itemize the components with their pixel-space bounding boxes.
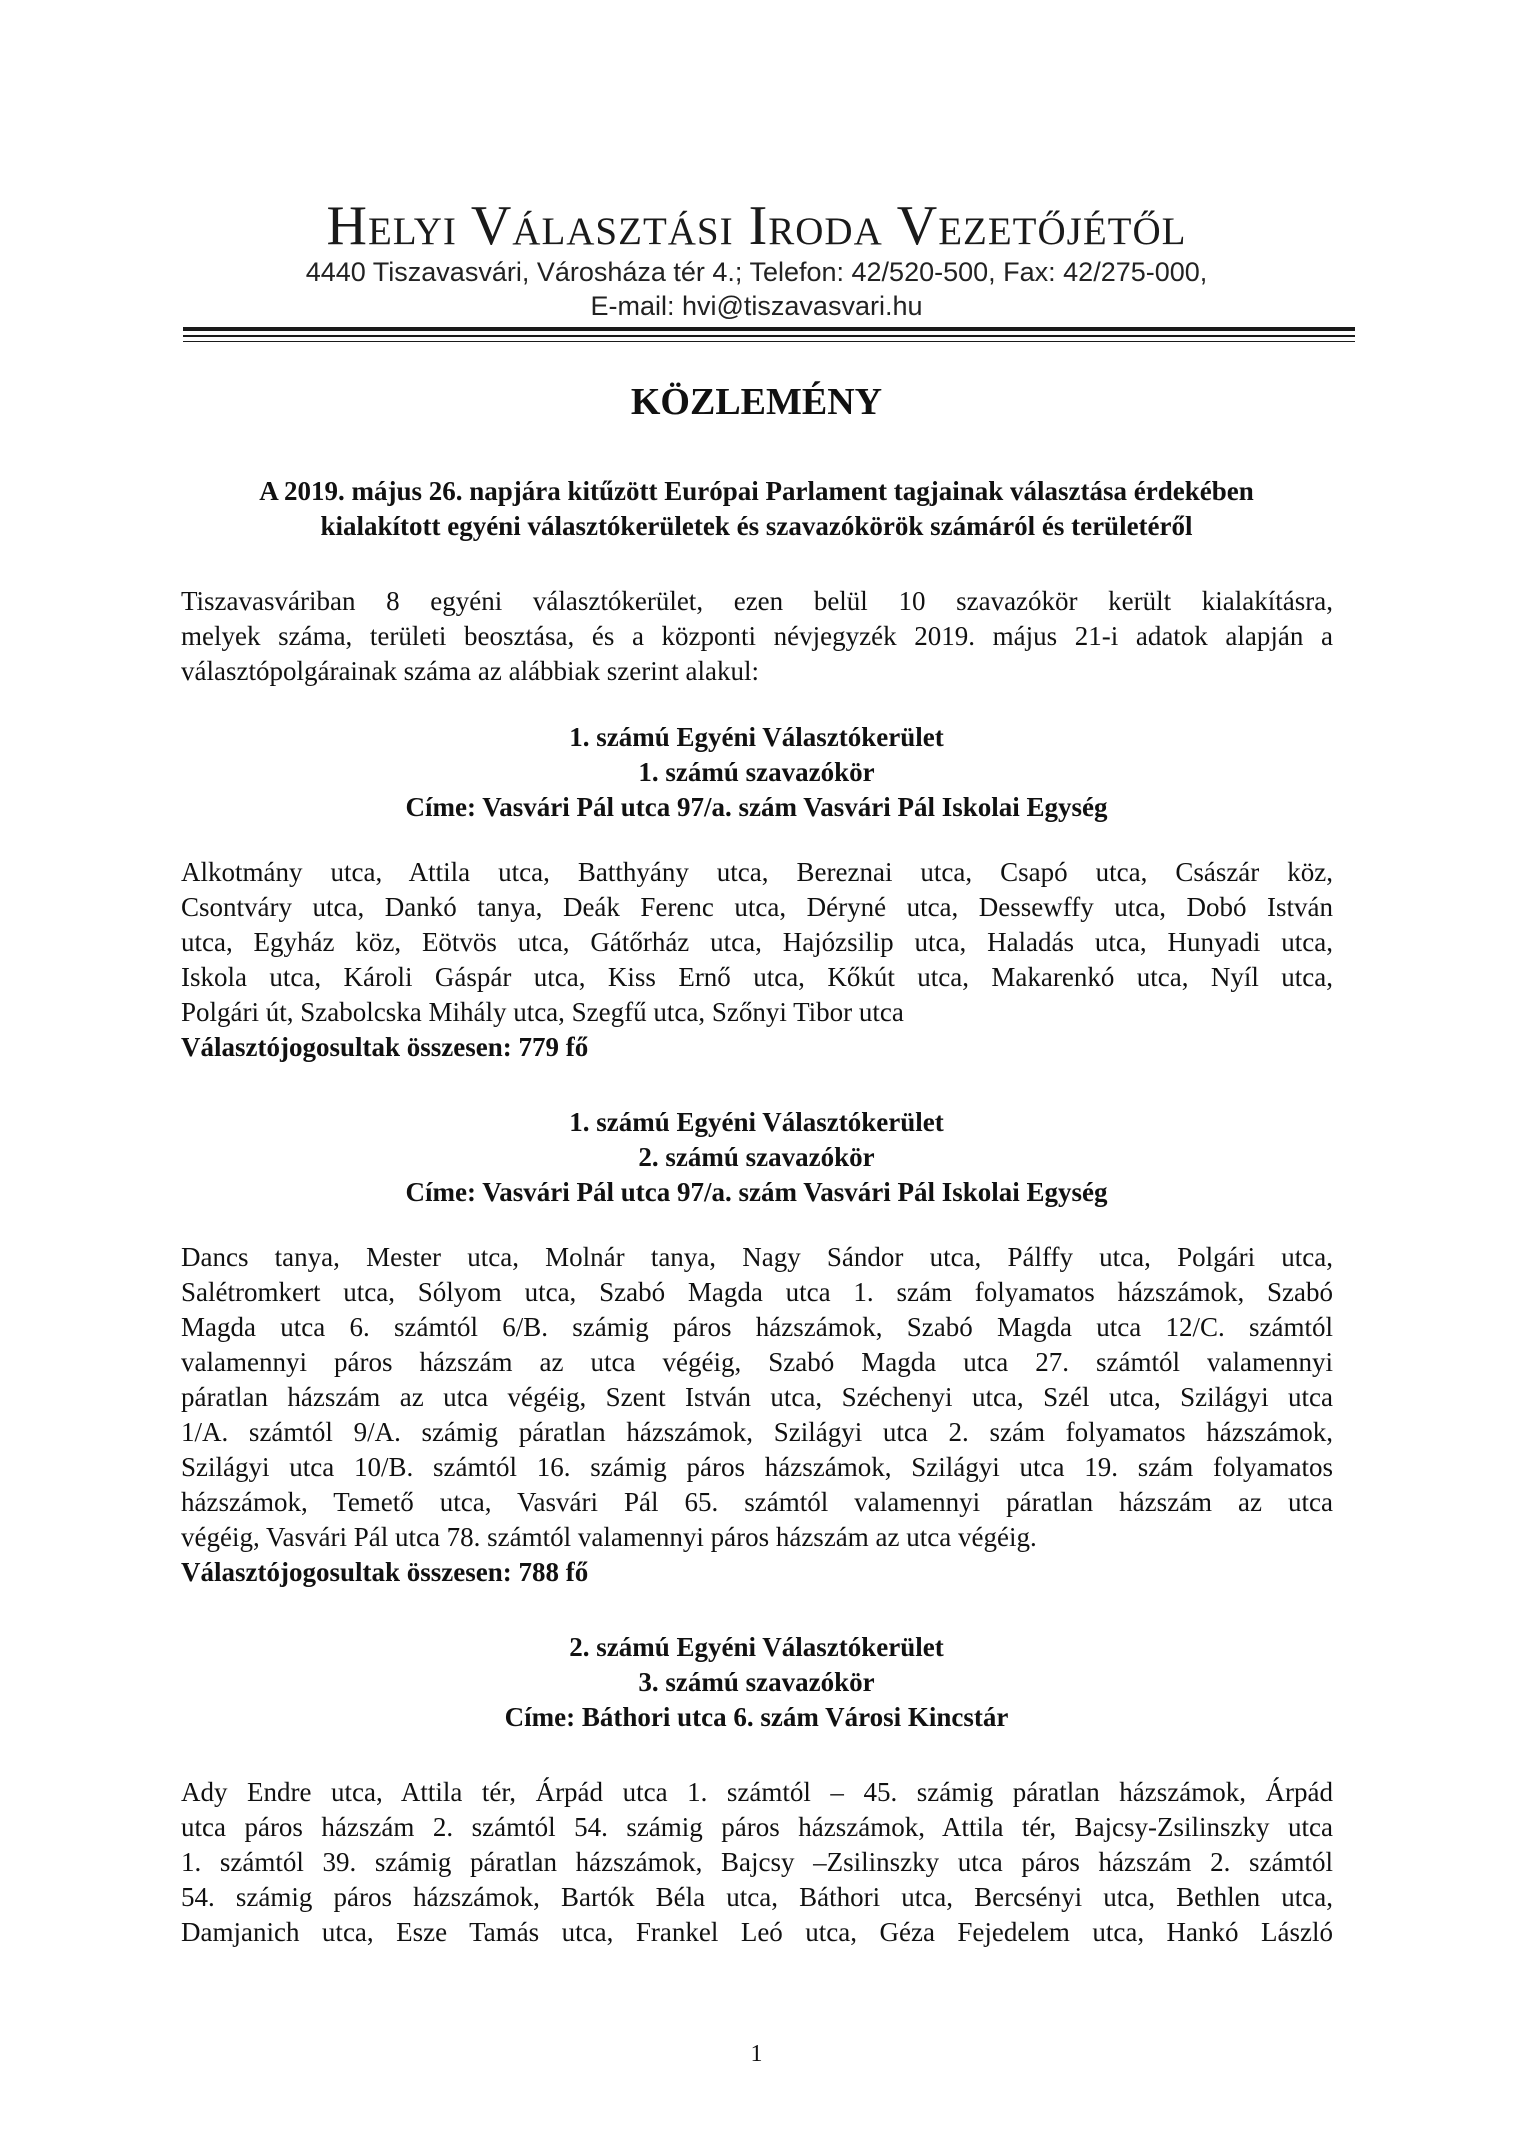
section-1-streets xyxy=(181,855,1333,1030)
office-email: E-mail: hvi@tiszavasvari.hu xyxy=(590,291,923,321)
street-line: Alkotmány utca, Attila utca, Batthyány utca, Bereznai utca, Csapó utca, Császár köz, xyxy=(181,857,1333,887)
section-2-total: Választójogosultak összesen: 788 fő xyxy=(181,1557,589,1587)
street-line: Polgári út, Szabolcska Mihály utca, Szegfű utca, Szőnyi Tibor utca xyxy=(181,997,904,1027)
office-address: 4440 Tiszavasvári, Városháza tér 4.; Telefon: 42/520-500, Fax: 42/275-000, xyxy=(305,257,1208,287)
section-2-streets xyxy=(181,1240,1333,1555)
street-line: 54. számig páros házszámok, Bartók Béla utca, Báthori utca, Bercsényi utca, Bethlen utca, xyxy=(181,1882,1333,1912)
street-line: utca, Egyház köz, Eötvös utca, Gátőrház utca, Hajózsilip utca, Haladás utca, Hunyadi utca, xyxy=(181,927,1333,957)
page-number: 1 xyxy=(750,2041,763,2067)
street-line: Damjanich utca, Esze Tamás utca, Frankel Leó utca, Géza Fejedelem utca, Hankó László xyxy=(181,1917,1333,1947)
subject-line-2: kialakított egyéni választókerületek és szavazókörök számáról és területéről xyxy=(320,511,1193,541)
street-line: végéig, Vasvári Pál utca 78. számtól valamennyi páros házszám az utca végéig. xyxy=(181,1522,1037,1552)
street-line: páratlan házszám az utca végéig, Szent István utca, Széchenyi utca, Szél utca, Szilágyi utca xyxy=(181,1382,1333,1412)
section-2-precinct: 2. számú szavazókör xyxy=(638,1142,875,1172)
section-1-district: 1. számú Egyéni Választókerület xyxy=(569,722,944,752)
street-line: 1. számtól 39. számig páratlan házszámok, Bajcsy –Zsilinszky utca páros házszám 2. számtól xyxy=(181,1847,1333,1877)
section-3-address: Címe: Báthori utca 6. szám Városi Kincstár xyxy=(504,1702,1009,1732)
section-1-total: Választójogosultak összesen: 779 fő xyxy=(181,1032,589,1062)
section-3-district: 2. számú Egyéni Választókerület xyxy=(569,1632,944,1662)
street-line: Szilágyi utca 10/B. számtól 16. számig páros házszámok, Szilágyi utca 19. szám folyamatos xyxy=(181,1452,1333,1482)
street-line: 1/A. számtól 9/A. számig páratlan házszámok, Szilágyi utca 2. szám folyamatos házszámok, xyxy=(181,1417,1333,1447)
section-2-address: Címe: Vasvári Pál utca 97/a. szám Vasvári Pál Iskolai Egység xyxy=(405,1177,1108,1207)
street-line: valamennyi páros házszám az utca végéig, Szabó Magda utca 27. számtól valamennyi xyxy=(181,1347,1333,1377)
section-3-streets xyxy=(181,1775,1333,1950)
header-rule-mid xyxy=(183,335,1355,337)
street-line: Magda utca 6. számtól 6/B. számig páros házszámok, Szabó Magda utca 12/C. számtól xyxy=(181,1312,1333,1342)
intro-paragraph xyxy=(181,584,1333,689)
street-line: Csontváry utca, Dankó tanya, Deák Ferenc utca, Déryné utca, Dessewffy utca, Dobó István xyxy=(181,892,1333,922)
street-line: utca páros házszám 2. számtól 54. számig páros házszámok, Attila tér, Bajcsy-Zsilinszky utca xyxy=(181,1812,1333,1842)
intro-line: melyek száma, területi beosztása, és a központi névjegyzék 2019. május 21-i adatok alapján a xyxy=(181,621,1333,651)
street-line: Dancs tanya, Mester utca, Molnár tanya, Nagy Sándor utca, Pálffy utca, Polgári utca, xyxy=(181,1242,1333,1272)
intro-line: választópolgárainak száma az alábbiak szerint alakul: xyxy=(181,656,759,686)
section-1-address: Címe: Vasvári Pál utca 97/a. szám Vasvári Pál Iskolai Egység xyxy=(405,792,1108,822)
header-rule-thick xyxy=(183,327,1355,331)
subject-line-1: A 2019. május 26. napjára kitűzött Európai Parlament tagjainak választása érdekében xyxy=(259,476,1254,506)
street-line: Salétromkert utca, Sólyom utca, Szabó Magda utca 1. szám folyamatos házszámok, Szabó xyxy=(181,1277,1333,1307)
section-1-precinct: 1. számú szavazókör xyxy=(638,757,875,787)
street-line: Ady Endre utca, Attila tér, Árpád utca 1. számtól – 45. számig páratlan házszámok, Árpád xyxy=(181,1777,1333,1807)
section-2-district: 1. számú Egyéni Választókerület xyxy=(569,1107,944,1137)
intro-line: Tiszavasváriban 8 egyéni választókerület, ezen belül 10 szavazókör került kialakításra, xyxy=(181,586,1333,616)
document-title: KÖZLEMÉNY xyxy=(630,381,883,423)
office-title: Helyi Választási Iroda Vezetőjétől xyxy=(326,195,1187,257)
section-3-precinct: 3. számú szavazókör xyxy=(638,1667,875,1697)
street-line: Iskola utca, Károli Gáspár utca, Kiss Ernő utca, Kőkút utca, Makarenkó utca, Nyíl utca, xyxy=(181,962,1333,992)
street-line: házszámok, Temető utca, Vasvári Pál 65. számtól valamennyi páratlan házszám az utca xyxy=(181,1487,1333,1517)
header-rule-thin xyxy=(183,341,1355,342)
